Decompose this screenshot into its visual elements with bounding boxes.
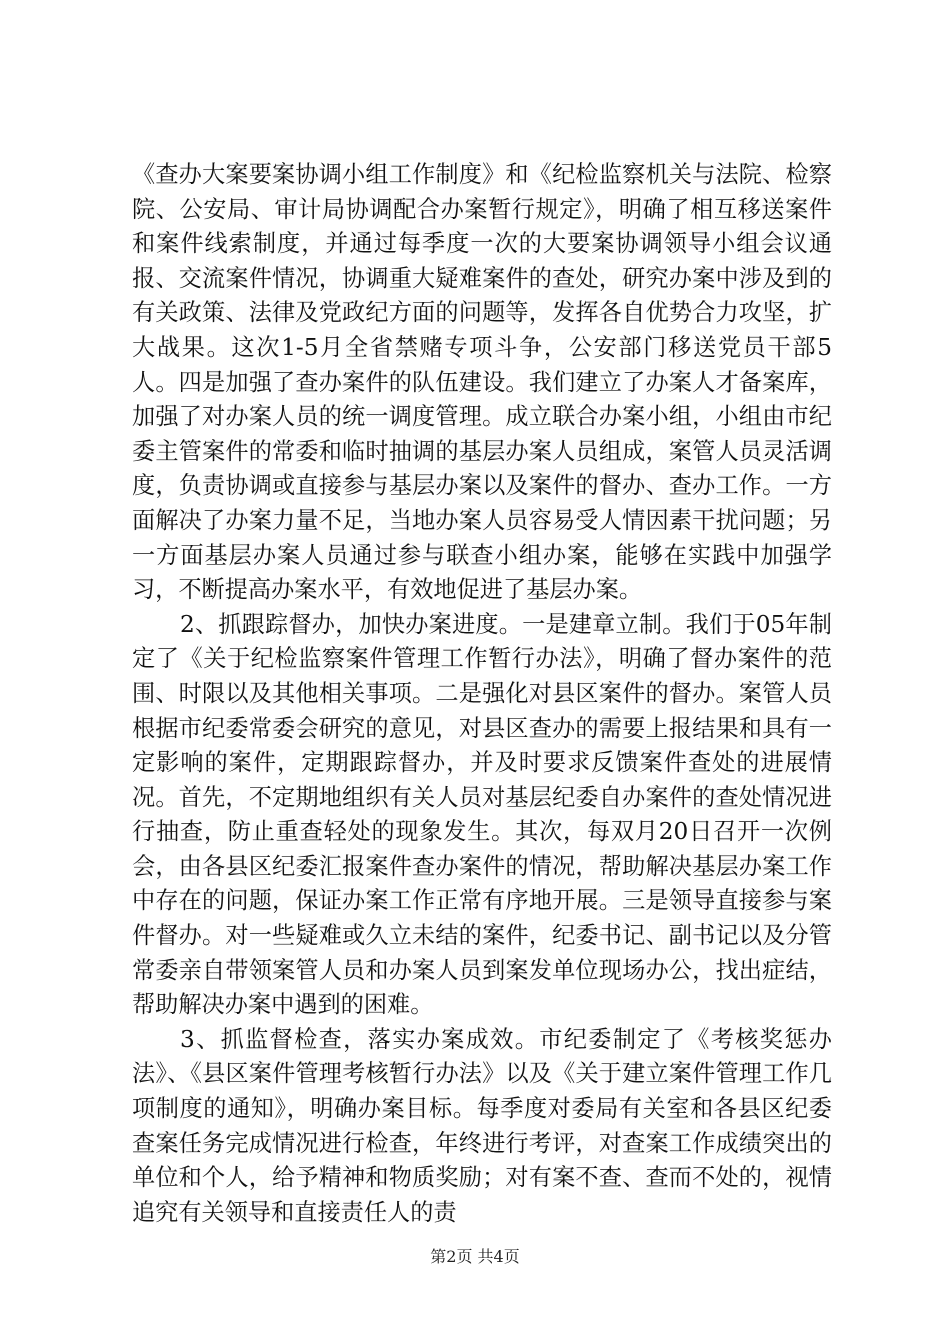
paragraph-2: 2、抓跟踪督办，加快办案进度。一是建章立制。我们于05年制定了《关于纪检监察案件管理工作暂行办法》，明确了督办案件的范围、时限以及其他相关事项。二是强化对县区案件的督办。案管人员根据市纪委常委会研究的意见，对县区查办的需要上报结果和具有一定影响的案件，定期跟踪督办，并及时要求反馈案件查处的进展情况。首先，不定期地组织有关人员对基层纪委自办案件的查处情况进行抽查，防止重查轻处的现象发生。其次，每双月20日召开一次例会，由各县区纪委汇报案件查办案件的情况，帮助解决基层办案工作中存在的问题，保证办案工作正常有序地开展。三是领导直接参与案件督办。对一些疑难或久立未结的案件，纪委书记、副书记以及分管常委亲自带领案管人员和办案人员到案发单位现场办公，找出症结，帮助解决办案中遇到的困难。 xyxy=(132,610,832,1019)
paragraph-3: 3、抓监督检查，落实办案成效。市纪委制定了《考核奖惩办法》、《县区案件管理考核暂行办法》以及《关于建立案件管理工作几项制度的通知》，明确办案目标。每季度对委局有关室和各县区纪委查案任务完成情况进行检查，年终进行考评，对查案工作成绩突出的单位和个人，给予精神和物质奖励；对有案不查、查而不处的，视情追究有关领导和直接责任人的责 xyxy=(132,1025,832,1226)
page-number-footer: 第2页 共4页 xyxy=(430,1247,520,1266)
document-body xyxy=(132,158,832,1230)
paragraph-1: 《查办大案要案协调小组工作制度》和《纪检监察机关与法院、检察院、公安局、审计局协调配合办案暂行规定》，明确了相互移送案件和案件线索制度，并通过每季度一次的大要案协调领导小组会议通报、交流案件情况，协调重大疑难案件的查处，研究办案中涉及到的有关政策、法律及党政纪方面的问题等，发挥各自优势合力攻坚，扩大战果。这次1-5月全省禁赌专项斗争，公安部门移送党员干部5人。四是加强了查办案件的队伍建设。我们建立了办案人才备案库，加强了对办案人员的统一调度管理。成立联合办案小组，小组由市纪委主管案件的常委和临时抽调的基层办案人员组成，案管人员灵活调度，负责协调或直接参与基层办案以及案件的督办、查办工作。一方面解决了办案力量不足，当地办案人员容易受人情因素干扰问题；另一方面基层办案人员通过参与联查小组办案，能够在实践中加强学习，不断提高办案水平，有效地促进了基层办案。 xyxy=(132,161,832,604)
